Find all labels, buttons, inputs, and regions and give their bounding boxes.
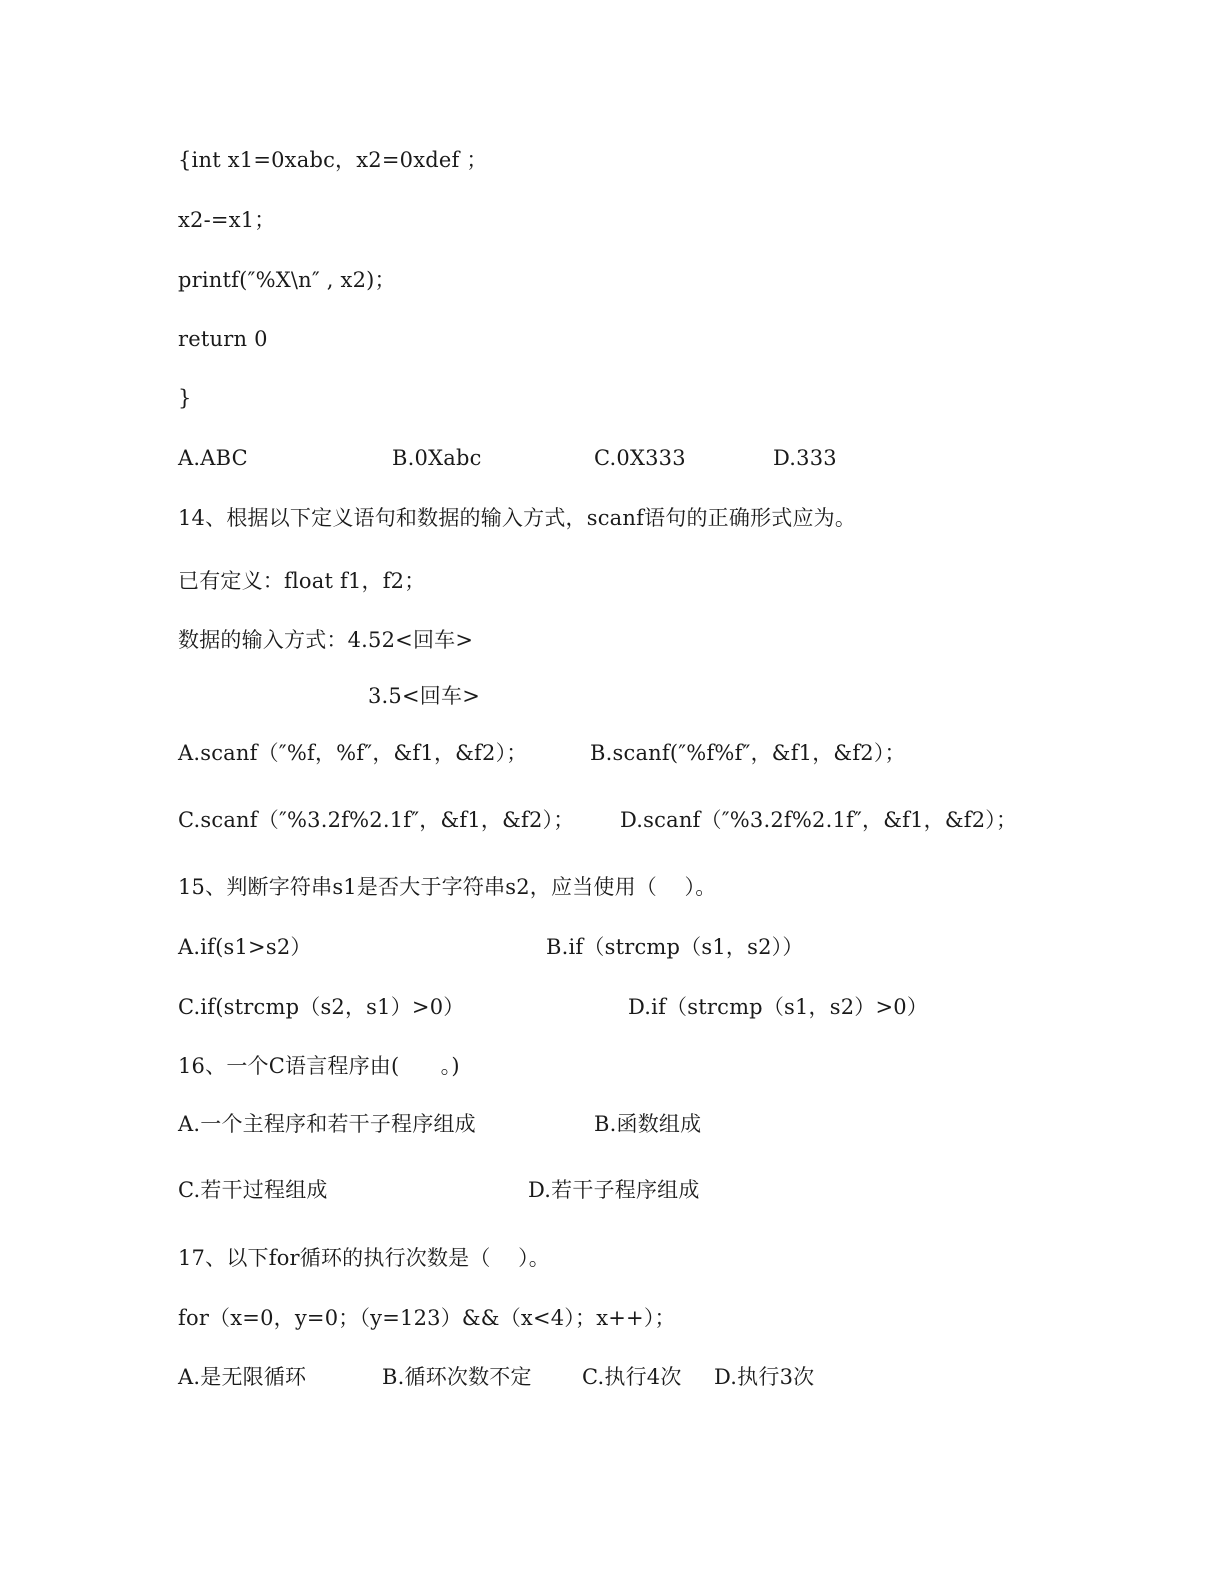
q17-option-d: D.执行3次: [714, 1365, 815, 1389]
q14-option-c: C.scanf（″%3.2f%2.1f″，&f1，&f2）；: [178, 808, 575, 832]
q14-input-line-1: 数据的输入方式：4.52<回车>: [178, 628, 474, 652]
q16-question: 16、一个C语言程序由( 。): [178, 1054, 460, 1078]
q15-question: 15、判断字符串s1是否大于字符串s2，应当使用（ ）。: [178, 875, 717, 899]
q16-option-c: C.若干过程组成: [178, 1178, 328, 1202]
q14-question: 14、根据以下定义语句和数据的输入方式，scanf语句的正确形式应为。: [178, 506, 857, 530]
q14-input-line-2: 3.5<回车>: [368, 684, 480, 708]
q14-option-b: B.scanf(″%f%f″，&f1，&f2）；: [590, 741, 906, 765]
q16-option-a: A.一个主程序和若干子程序组成: [178, 1112, 476, 1136]
q14-option-a: A.scanf（″%f，%f″，&f1，&f2）；: [178, 741, 528, 765]
code-line-printf: printf(″%X\n″ , x2)；: [178, 268, 396, 292]
code-line-subtract: x2-=x1；: [178, 208, 276, 232]
code-line-declaration: {int x1=0xabc，x2=0xdef ；: [178, 148, 488, 172]
q15-option-c: C.if(strcmp（s2，s1）>0）: [178, 995, 465, 1019]
q13-option-a: A.ABC: [178, 446, 248, 470]
code-line-close-brace: }: [178, 386, 192, 410]
q14-definition: 已有定义：float f1，f2；: [178, 569, 426, 593]
q13-option-d: D.333: [773, 446, 837, 470]
q17-code: for（x=0，y=0；（y=123）&&（x<4）；x++）；: [178, 1306, 676, 1330]
q15-option-a: A.if(s1>s2）: [178, 935, 312, 959]
code-line-return: return 0: [178, 327, 268, 351]
q16-option-d: D.若干子程序组成: [528, 1178, 700, 1202]
q17-option-a: A.是无限循环: [178, 1365, 307, 1389]
q16-option-b: B.函数组成: [594, 1112, 702, 1136]
q17-option-c: C.执行4次: [582, 1365, 682, 1389]
q14-option-d: D.scanf（″%3.2f%2.1f″，&f1，&f2）；: [620, 808, 1018, 832]
q13-option-b: B.0Xabc: [392, 446, 482, 470]
q15-option-d: D.if（strcmp（s1，s2）>0）: [628, 995, 929, 1019]
q17-question: 17、以下for循环的执行次数是（ ）。: [178, 1246, 550, 1270]
q17-option-b: B.循环次数不定: [382, 1365, 532, 1389]
q13-option-c: C.0X333: [594, 446, 686, 470]
q15-option-b: B.if（strcmp（s1，s2））: [546, 935, 804, 959]
